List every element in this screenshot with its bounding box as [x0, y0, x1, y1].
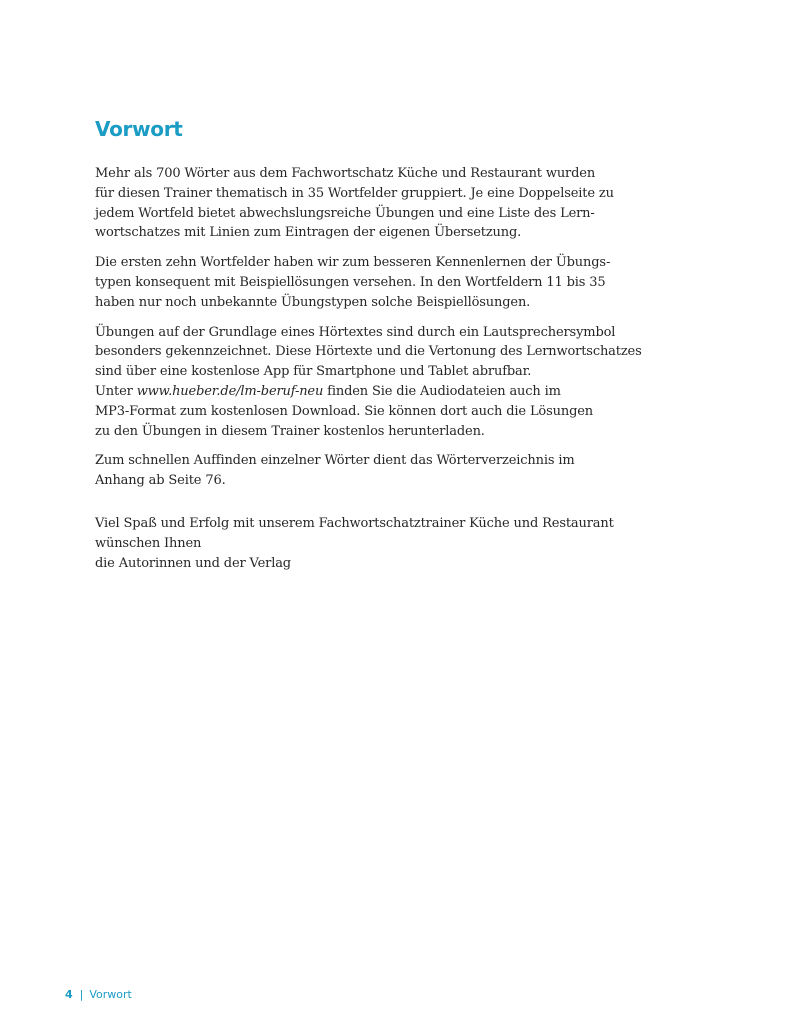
text-line: Mehr als 700 Wörter aus dem Fachwortschatz Küche und Restaurant wurden	[95, 166, 596, 181]
text-line: für diesen Trainer thematisch in 35 Wortfelder gruppiert. Je eine Doppelseite zu	[95, 185, 614, 201]
text-line: wortschatzes mit Linien zum Eintragen der eigenen Übersetzung.	[95, 225, 522, 241]
text-line: zu den Übungen in diesem Trainer kostenlos herunterladen.	[95, 423, 485, 439]
text-line: Die ersten zehn Wortfelder haben wir zum besseren Kennenlernen der Übungs-	[95, 255, 611, 271]
url-suffix: finden Sie die Audiodateien auch im	[323, 383, 561, 399]
text-line: typen konsequent mit Beispiellösungen versehen. In den Wortfeldern 11 bis 35	[95, 274, 606, 290]
closing-greeting	[95, 514, 695, 573]
signature-line: die Autorinnen und der Verlag	[95, 555, 291, 571]
page-footer	[65, 988, 132, 1001]
footer-separator: |	[79, 988, 84, 1001]
text-line: Anhang ab Seite 76.	[95, 473, 226, 489]
page-title: Vorwort	[95, 117, 183, 141]
paragraph-index	[95, 451, 695, 491]
url-line	[95, 382, 695, 402]
text-line: wünschen Ihnen	[95, 535, 202, 551]
website-link[interactable]: www.hueber.de/lm-beruf-neu	[136, 383, 324, 399]
paragraph-intro	[95, 164, 695, 243]
text-line: MP3-Format zum kostenlosen Download. Sie können dort auch die Lösungen	[95, 403, 594, 419]
text-line: sind über eine kostenlose App für Smartphone und Tablet abrufbar.	[95, 364, 532, 380]
text-line: Übungen auf der Grundlage eines Hörtextes sind durch ein Lautsprechersymbol	[95, 324, 616, 340]
url-prefix: Unter	[95, 383, 137, 399]
footer-section-title: Vorwort	[89, 988, 132, 1001]
text-line: jedem Wortfeld bietet abwechslungsreiche Übungen und eine Liste des Lern-	[95, 205, 595, 221]
text-line: besonders gekennzeichnet. Diese Hörtexte und die Vertonung des Lernwortschatzes	[95, 344, 642, 360]
paragraph-wortfelder	[95, 253, 695, 312]
text-line: haben nur noch unbekannte Übungstypen solche Beispiellösungen.	[95, 294, 531, 310]
text-line: Viel Spaß und Erfolg mit unserem Fachwortschatztrainer Küche und Restaurant	[95, 515, 614, 531]
text-line: Zum schnellen Auffinden einzelner Wörter dient das Wörterverzeichnis im	[95, 453, 575, 469]
page-number: 4	[65, 988, 73, 1001]
paragraph-audio	[95, 323, 695, 442]
body-text	[95, 164, 695, 583]
